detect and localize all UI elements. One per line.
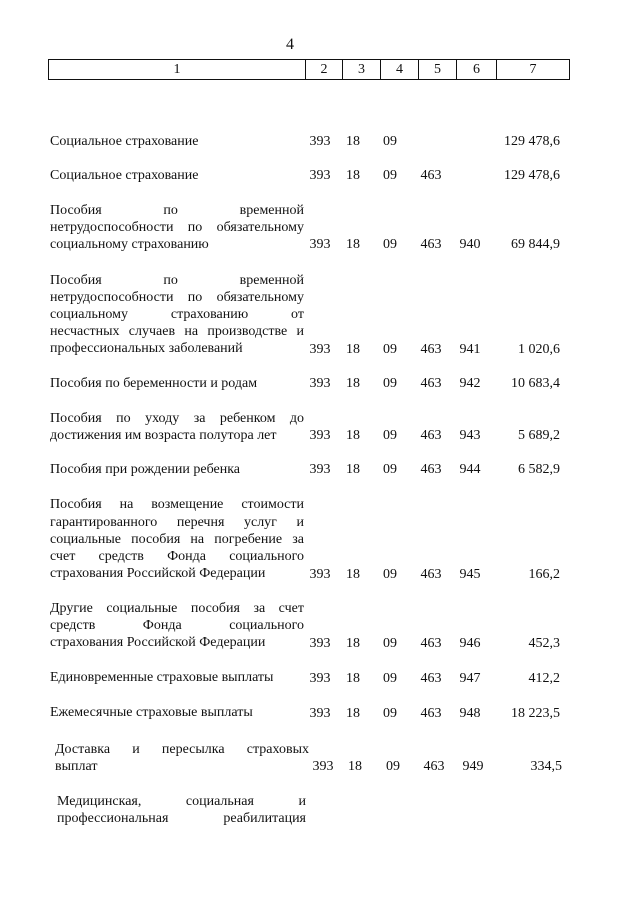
cell-col-2: 393 [309, 168, 331, 183]
cell-col-4: 09 [383, 636, 397, 651]
cell-col-3: 18 [346, 342, 360, 357]
cell-col-4: 09 [383, 237, 397, 252]
row-label-line: профессиональная реабилитация [57, 811, 306, 826]
cell-col-5: 463 [420, 567, 442, 582]
row-label-line: Другие социальные пособия за счет [50, 601, 304, 616]
cell-col-7: 166,2 [528, 567, 560, 582]
row-label-line: счет средств Фонда социального [50, 549, 304, 564]
cell-col-6: 946 [459, 636, 481, 651]
row-label-line: Пособия на возмещение стоимости [50, 497, 304, 512]
cell-col-4: 09 [383, 134, 397, 149]
row-label-line: Социальное страхование [50, 168, 199, 183]
row-label-line: нетрудоспособности по обязательному [50, 220, 304, 235]
row-label-line: Пособия по уходу за ребенком до [50, 411, 304, 426]
row-label-line: достижения им возраста полутора лет [50, 428, 277, 443]
column-header-7: 7 [497, 60, 570, 80]
row-label-line: Пособия по временной [50, 273, 304, 288]
cell-col-4: 09 [383, 342, 397, 357]
row-label-line: Пособия по беременности и родам [50, 376, 258, 391]
cell-col-3: 18 [348, 759, 362, 774]
row-label-line: Медицинская, социальная и [57, 794, 306, 809]
cell-col-3: 18 [346, 706, 360, 721]
column-header-2: 2 [306, 60, 343, 80]
cell-col-6: 943 [459, 428, 481, 443]
cell-col-6: 949 [462, 759, 484, 774]
row-label-line: социальному страхованию от [50, 307, 304, 322]
cell-col-3: 18 [346, 237, 360, 252]
cell-col-5: 463 [420, 237, 442, 252]
cell-col-4: 09 [383, 168, 397, 183]
cell-col-3: 18 [346, 134, 360, 149]
column-header-table [48, 59, 570, 80]
row-label-line: Пособия по временной [50, 203, 304, 218]
cell-col-6: 945 [459, 567, 481, 582]
cell-col-4: 09 [383, 671, 397, 686]
row-label-line: выплат [55, 759, 98, 774]
cell-col-7: 452,3 [528, 636, 560, 651]
cell-col-6: 947 [459, 671, 481, 686]
cell-col-6: 940 [459, 237, 481, 252]
column-header-3: 3 [343, 60, 381, 80]
cell-col-2: 393 [309, 342, 331, 357]
cell-col-3: 18 [346, 636, 360, 651]
cell-col-2: 393 [312, 759, 334, 774]
cell-col-7: 334,5 [530, 759, 562, 774]
column-header-4: 4 [381, 60, 419, 80]
cell-col-6: 941 [459, 342, 481, 357]
row-label-line: социальные пособия на погребение за [50, 532, 304, 547]
cell-col-5: 463 [423, 759, 445, 774]
cell-col-2: 393 [309, 462, 331, 477]
cell-col-3: 18 [346, 567, 360, 582]
row-label-line: Пособия при рождении ребенка [50, 462, 241, 477]
cell-col-5: 463 [420, 462, 442, 477]
cell-col-7: 10 683,4 [511, 376, 560, 391]
cell-col-5: 463 [420, 168, 442, 183]
cell-col-2: 393 [309, 134, 331, 149]
cell-col-4: 09 [383, 376, 397, 391]
cell-col-2: 393 [309, 376, 331, 391]
cell-col-7: 129 478,6 [504, 134, 560, 149]
column-header-5: 5 [419, 60, 457, 80]
row-label-line: Единовременные страховые выплаты [50, 670, 274, 685]
cell-col-6: 942 [459, 376, 481, 391]
row-label-line: средств Фонда социального [50, 618, 304, 633]
row-label-line: Доставка и пересылка страховых [55, 742, 309, 757]
cell-col-4: 09 [383, 706, 397, 721]
cell-col-5: 463 [420, 636, 442, 651]
cell-col-5: 463 [420, 671, 442, 686]
cell-col-2: 393 [309, 706, 331, 721]
column-header-row [49, 60, 570, 80]
column-header-1: 1 [49, 60, 306, 80]
row-label-line: профессиональных заболеваний [50, 341, 243, 356]
cell-col-7: 6 582,9 [518, 462, 560, 477]
row-label-line: гарантированного перечня услуг и [50, 515, 304, 530]
cell-col-4: 09 [383, 428, 397, 443]
cell-col-5: 463 [420, 706, 442, 721]
cell-col-7: 69 844,9 [511, 237, 560, 252]
cell-col-5: 463 [420, 342, 442, 357]
cell-col-7: 5 689,2 [518, 428, 560, 443]
cell-col-2: 393 [309, 567, 331, 582]
cell-col-5: 463 [420, 428, 442, 443]
cell-col-7: 1 020,6 [518, 342, 560, 357]
row-label-line: страхования Российской Федерации [50, 566, 266, 581]
column-header-6: 6 [457, 60, 497, 80]
cell-col-3: 18 [346, 671, 360, 686]
page-number: 4 [286, 36, 294, 53]
cell-col-3: 18 [346, 428, 360, 443]
cell-col-2: 393 [309, 671, 331, 686]
cell-col-4: 09 [386, 759, 400, 774]
cell-col-7: 412,2 [528, 671, 560, 686]
cell-col-3: 18 [346, 168, 360, 183]
cell-col-7: 18 223,5 [511, 706, 560, 721]
cell-col-6: 944 [459, 462, 481, 477]
cell-col-5: 463 [420, 376, 442, 391]
cell-col-4: 09 [383, 567, 397, 582]
row-label-line: нетрудоспособности по обязательному [50, 290, 304, 305]
cell-col-6: 948 [459, 706, 481, 721]
cell-col-2: 393 [309, 428, 331, 443]
cell-col-3: 18 [346, 462, 360, 477]
cell-col-7: 129 478,6 [504, 168, 560, 183]
row-label-line: Социальное страхование [50, 134, 199, 149]
cell-col-3: 18 [346, 376, 360, 391]
cell-col-2: 393 [309, 237, 331, 252]
row-label-line: социальному страхованию [50, 237, 209, 252]
row-label-line: страхования Российской Федерации [50, 635, 266, 650]
row-label-line: несчастных случаев на производстве и [50, 324, 304, 339]
cell-col-4: 09 [383, 462, 397, 477]
row-label-line: Ежемесячные страховые выплаты [50, 705, 253, 720]
cell-col-2: 393 [309, 636, 331, 651]
